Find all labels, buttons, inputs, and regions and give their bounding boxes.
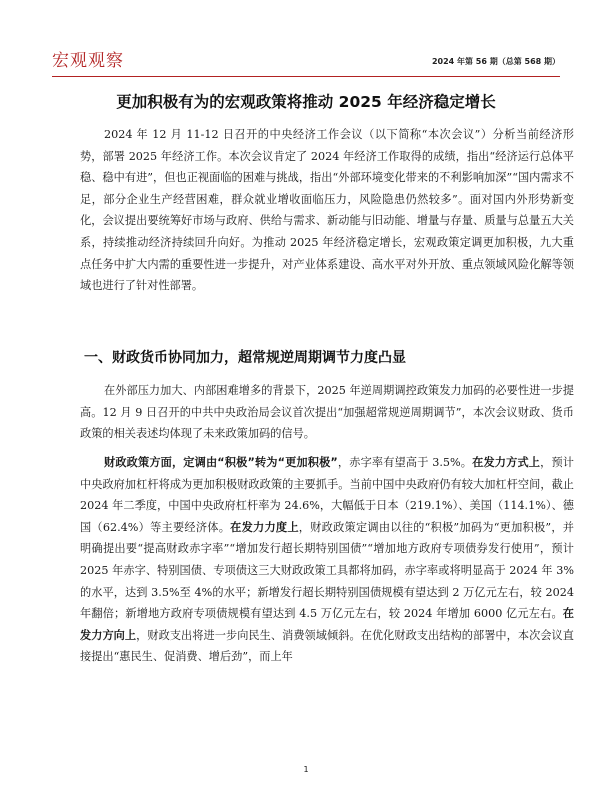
bold-lead-intensity: 在发力力度上 xyxy=(230,520,299,534)
publication-brand: 宏观观察 xyxy=(52,51,124,71)
page-header xyxy=(52,50,560,76)
intro-paragraph: 2024 年 12 月 11-12 日召开的中央经济工作会议（以下简称“本次会议”）分析当前经济形势，部署 2025 年经济工作。本次会议肯定了 2024 年经济工作取得的成绩，指出“经济运行总体平稳、稳中有进”，但也正视面临的困难与挑战，指出“外部环境变化带来的不利影响加深”“国内需求不足，部分企业生产经营困难，群众就业增收面临压力，风险隐患仍然较多”。面对国内外形势新变化，会议提出要统筹好市场与政府、供给与需求、新动能与旧动能、增量与存量、质量与总量五大关系，持续推动经济持续回升向好。为推动 2025 年经济稳定增长，宏观政策定调更加积极，九大重点任务中扩大内需的重要性进一步提升，对产业体系建设、高水平对外开放、重点领域风险化解等领域也进行了针对性部署。 xyxy=(80,128,574,293)
text-segment: ，财政政策定调由以往的“积极”加码为“更加积极”，并明确提出要“提高财政赤字率”“增加发行超长期特别国债”“增加地方政府专项债券发行使用”，预计 2025 年赤字、特别国债、专项债这三大财政政策工具都将加码，赤字率或将明显高于 2024 年 3%的水平，达到 3.5%至 4%的水平；新增发行超长期特别国债规模有望达到 2 万亿元左右，较 2024 年翻倍；新增地方政府专项债规模有望达到 4.5 万亿元左右，较 2024 年增加 6000 亿元左右。 xyxy=(80,520,574,621)
bold-lead-direction: 在发力方向上 xyxy=(80,607,574,642)
section-heading: 一、财政货币协同加力，超常规逆周期调节力度凸显 xyxy=(84,350,406,366)
text-segment: ，预计中央政府加杠杆将成为更加积极财政政策的主要抓手。当前中国中央政府仍有较大加杠杆空间，截止 2024 年二季度，中国中央政府杠杆率为 24.6%，大幅低于日本（219.1%）、美国（114.1%）、德国（62.4%）等主要经济体。 xyxy=(80,456,574,534)
text-segment: ，赤字率有望高于 3.5%。 xyxy=(337,456,473,469)
section-paragraph-2 xyxy=(80,452,574,668)
section-paragraph-1: 在外部压力加大、内部困难增多的背景下，2025 年逆周期调控政策发力加码的必要性进一步提高。12 月 9 日召开的中共中央政治局会议首次提出“加强超常规逆周期调节”，本次会议财政、货币政策的相关表述均体现了未来政策加码的信号。 xyxy=(80,384,574,441)
bold-lead-method: 在发力方式上 xyxy=(472,456,541,469)
article-title: 更加积极有为的宏观政策将推动 2025 年经济稳定增长 xyxy=(116,93,496,111)
bold-lead-fiscal: 财政政策方面，定调由“积极”转为“更加积极” xyxy=(104,456,338,469)
header-rule xyxy=(52,76,560,77)
text-segment: ，财政支出将进一步向民生、消费领域倾斜。在优化财政支出结构的部署中，本次会议直接提出“惠民生、促消费、增后劲”，而上年 xyxy=(80,628,574,664)
issue-number: 2024 年第 56 期（总第 568 期） xyxy=(431,57,560,66)
page-number: 1 xyxy=(303,765,309,774)
